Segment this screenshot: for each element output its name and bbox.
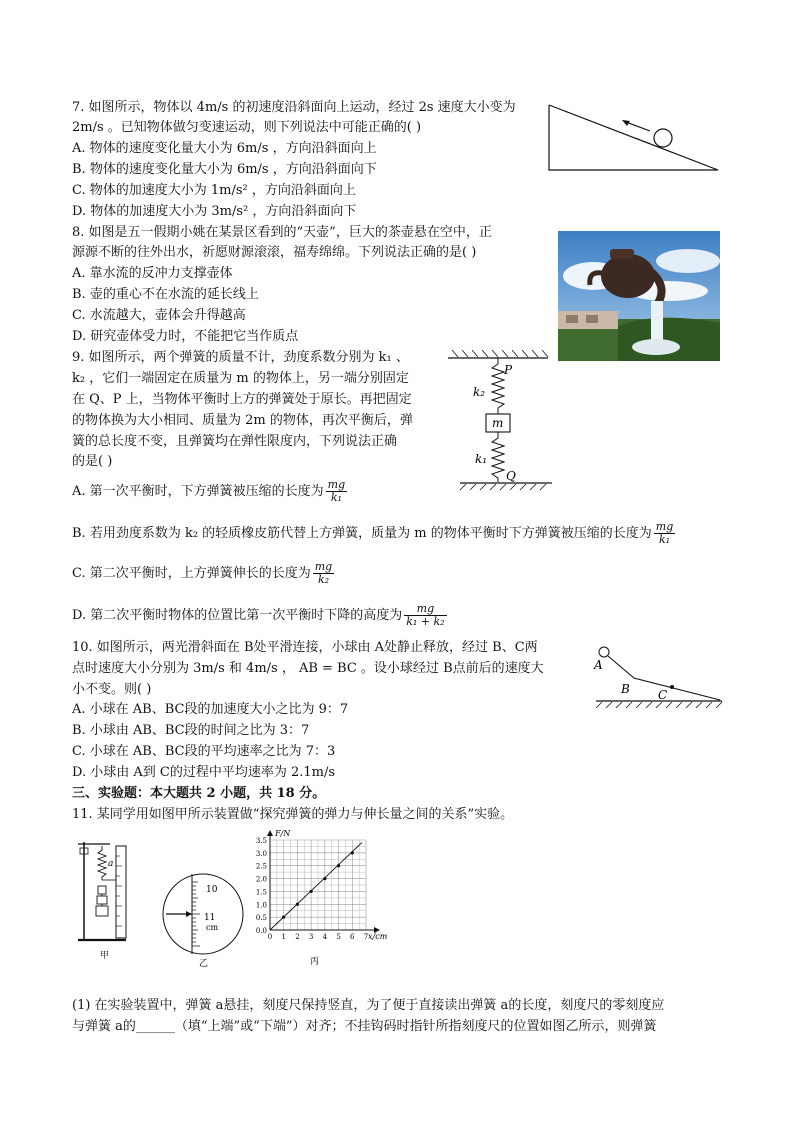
y-tick-label: 0.5: [255, 914, 267, 923]
x-tick-label: 2: [295, 933, 300, 941]
y-tick-label: 3.0: [255, 849, 267, 858]
q8-option-a: A. 靠水流的反冲力支撑壶体: [72, 266, 233, 281]
q7-option-a: A. 物体的速度变化量大小为 6m/s ，方向沿斜面向上: [72, 141, 377, 156]
chart-y-ticks: [256, 837, 267, 935]
figure-yi-label: 乙: [199, 959, 209, 969]
q9-option-d-text: D. 第二次平衡时物体的位置比第一次平衡时下降的高度为: [72, 608, 403, 623]
x-tick-label: 5: [336, 933, 341, 941]
apparatus-figure-jia: [70, 836, 142, 960]
q9-spring-figure: [448, 350, 558, 495]
q9-stem-line1: 9. 如图所示，两个弹簧的质量不计，劲度系数分别为 k₁ 、: [72, 350, 409, 365]
q8-option-c: C. 水流越大，壶体会升得越高: [72, 308, 246, 323]
q9-stem-line6: 的是( ): [72, 454, 113, 469]
q10-option-b: B. 小球由 AB、BC段的时间之比为 3：7: [72, 723, 310, 738]
y-tick-label: 1.0: [255, 901, 267, 910]
ruler-mark-10: 10: [206, 885, 218, 895]
point-a-label: A: [594, 658, 603, 672]
q7-option-d: D. 物体的加速度大小为 3m/s² ，方向沿斜面向下: [72, 204, 357, 219]
k1-label: k₁: [475, 452, 488, 466]
teapot-photo: [558, 231, 720, 361]
q10-stem-line1: 10. 如图所示，两光滑斜面在 B处平滑连接，小球由 A处静止释放，经过 B、C两: [72, 640, 538, 655]
q10-option-a: A. 小球在 AB、BC段的加速度大小之比为 9：7: [72, 702, 349, 717]
y-tick-label: 2.0: [255, 875, 267, 884]
x-tick-label: 6: [350, 933, 355, 941]
data-point: [337, 864, 340, 867]
q7-stem-line1: 7. 如图所示，物体以 4m/s 的初速度沿斜面向上运动，经过 2s 速度大小变为: [72, 100, 516, 115]
q9-option-c-text: C. 第二次平衡时，上方弹簧伸长的长度为: [72, 566, 311, 581]
fraction-numerator: mg: [655, 520, 674, 533]
fraction-numerator: mg: [404, 603, 446, 616]
q8-option-b: B. 壶的重心不在水流的延长线上: [72, 287, 259, 302]
fraction-denominator: k₁ + k₂: [406, 615, 445, 628]
force-extension-chart: [248, 830, 398, 970]
q9-option-b-fraction: [654, 521, 675, 546]
x-tick-label: 4: [322, 933, 328, 941]
data-point: [351, 851, 354, 854]
q9-option-b: [72, 516, 675, 552]
x-tick-label: 3: [308, 933, 314, 941]
q9-option-a-text: A. 第一次平衡时，下方弹簧被压缩的长度为: [72, 484, 324, 499]
q11-part1-line2: 与弹簧 a的______（填“上端”或“下端”）对齐；不挂钩码时指针所指刻度尺的位置如图乙所示，则弹簧: [72, 1019, 657, 1034]
ruler-mark-11: 11: [204, 913, 216, 923]
chart-y-axis-label: F/N: [275, 830, 291, 838]
q9-option-a: [72, 474, 347, 510]
data-point: [323, 877, 326, 880]
figure-bing-label: 丙: [310, 957, 320, 967]
q9-stem-line3: 在 Q、P 上，当物体平衡时上方的弹簧处于原长。再把固定: [72, 392, 412, 407]
q9-option-b-text: B. 若用劲度系数为 k₂ 的轻质橡皮筋代替上方弹簧，质量为 m 的物体平衡时下方弹簧被压缩的长度为: [72, 526, 652, 541]
figure-jia-label: 甲: [100, 951, 110, 960]
q10-stem-line3: 小不变。则( ): [72, 682, 152, 697]
q10-option-d: D. 小球由 A到 C的过程中平均速率为 2.1m/s: [72, 765, 336, 780]
point-c-label: C: [658, 688, 668, 702]
fraction-denominator: k₂: [317, 573, 330, 586]
q8-stem-line1: 8. 如图是五一假期小姚在某景区看到的“天壶”，巨大的茶壶悬在空中，正: [72, 225, 492, 240]
q7-option-c: C. 物体的加速度大小为 1m/s² ，方向沿斜面向上: [72, 183, 356, 198]
data-point: [296, 903, 299, 906]
y-tick-label: 1.5: [255, 888, 267, 897]
fraction-numerator: mg: [314, 560, 333, 573]
fraction-denominator: k₁: [658, 533, 671, 546]
q11-stem-line1: 11. 某同学用如图甲所示装置做“探究弹簧的弹力与伸长量之间的关系”实验。: [72, 807, 514, 822]
spring-a-label: a: [108, 859, 114, 869]
q9-option-c-fraction: [313, 561, 334, 586]
y-axis-arrow: [267, 830, 273, 836]
q7-option-b: B. 物体的速度变化量大小为 6m/s ，方向沿斜面向下: [72, 162, 377, 177]
y-tick-label: 3.5: [255, 837, 267, 845]
data-point: [282, 916, 285, 919]
point-b-label: B: [621, 682, 630, 696]
q8-stem-line2: 源源不断的往外出水，祈愿财源滚滚，福寿绵绵。下列说法正确的是( ): [72, 245, 477, 260]
q9-option-c: [72, 556, 334, 592]
y-tick-label: 0.0: [255, 927, 267, 935]
point-q-label: Q: [506, 469, 516, 483]
chart-x-axis-label: x/cm: [368, 932, 388, 941]
x-tick-label: 1: [281, 933, 286, 941]
q7-incline-figure: [546, 100, 722, 174]
mass-label: m: [492, 416, 504, 430]
data-point: [310, 890, 313, 893]
q8-option-d: D. 研究壶体受力时，不能把它当作质点: [72, 329, 299, 344]
fraction-numerator: mg: [327, 478, 346, 491]
fraction-denominator: k₁: [330, 491, 342, 504]
ruler-reading-figure-yi: [158, 870, 248, 970]
q11-part1-line1: (1) 在实验装置中，弹簧 a悬挂，刻度尺保持竖直，为了便于直接读出弹簧 a的长度，刻度尺的零刻度应: [72, 998, 665, 1013]
x-tick-label: 7: [363, 933, 369, 941]
q10-incline-figure: [590, 642, 725, 712]
q10-stem-line2: 点时速度大小分别为 3m/s 和 4m/s ， AB = BC 。设小球经过 B点前后的速度大: [72, 661, 544, 676]
q9-option-a-fraction: [326, 479, 347, 504]
section-heading: 三、实验题：本大题共 2 小题，共 18 分。: [72, 786, 326, 801]
chart-x-ticks: [268, 933, 368, 941]
q9-option-d-fraction: [404, 603, 446, 628]
ruler-unit: cm: [206, 923, 219, 932]
q7-stem-line2: 2m/s 。已知物体做匀变速运动，则下列说法中可能正确的( ): [72, 120, 422, 135]
k2-label: k₂: [473, 385, 486, 399]
point-p-label: P: [504, 363, 513, 377]
q10-option-c: C. 小球在 AB、BC段的平均速率之比为 7：3: [72, 744, 336, 759]
q9-option-d: [72, 598, 447, 634]
y-tick-label: 2.5: [255, 862, 267, 871]
x-tick-label: 0: [267, 933, 273, 941]
q9-stem-line2: k₂ ，它们一端固定在质量为 m 的物体上，另一端分别固定: [72, 371, 409, 386]
q9-stem-line5: 簧的总长度不变，且弹簧均在弹性限度内，下列说法正确: [72, 434, 398, 449]
q9-stem-line4: 的物体换为大小相同、质量为 2m 的物体，再次平衡后，弹: [72, 413, 413, 428]
